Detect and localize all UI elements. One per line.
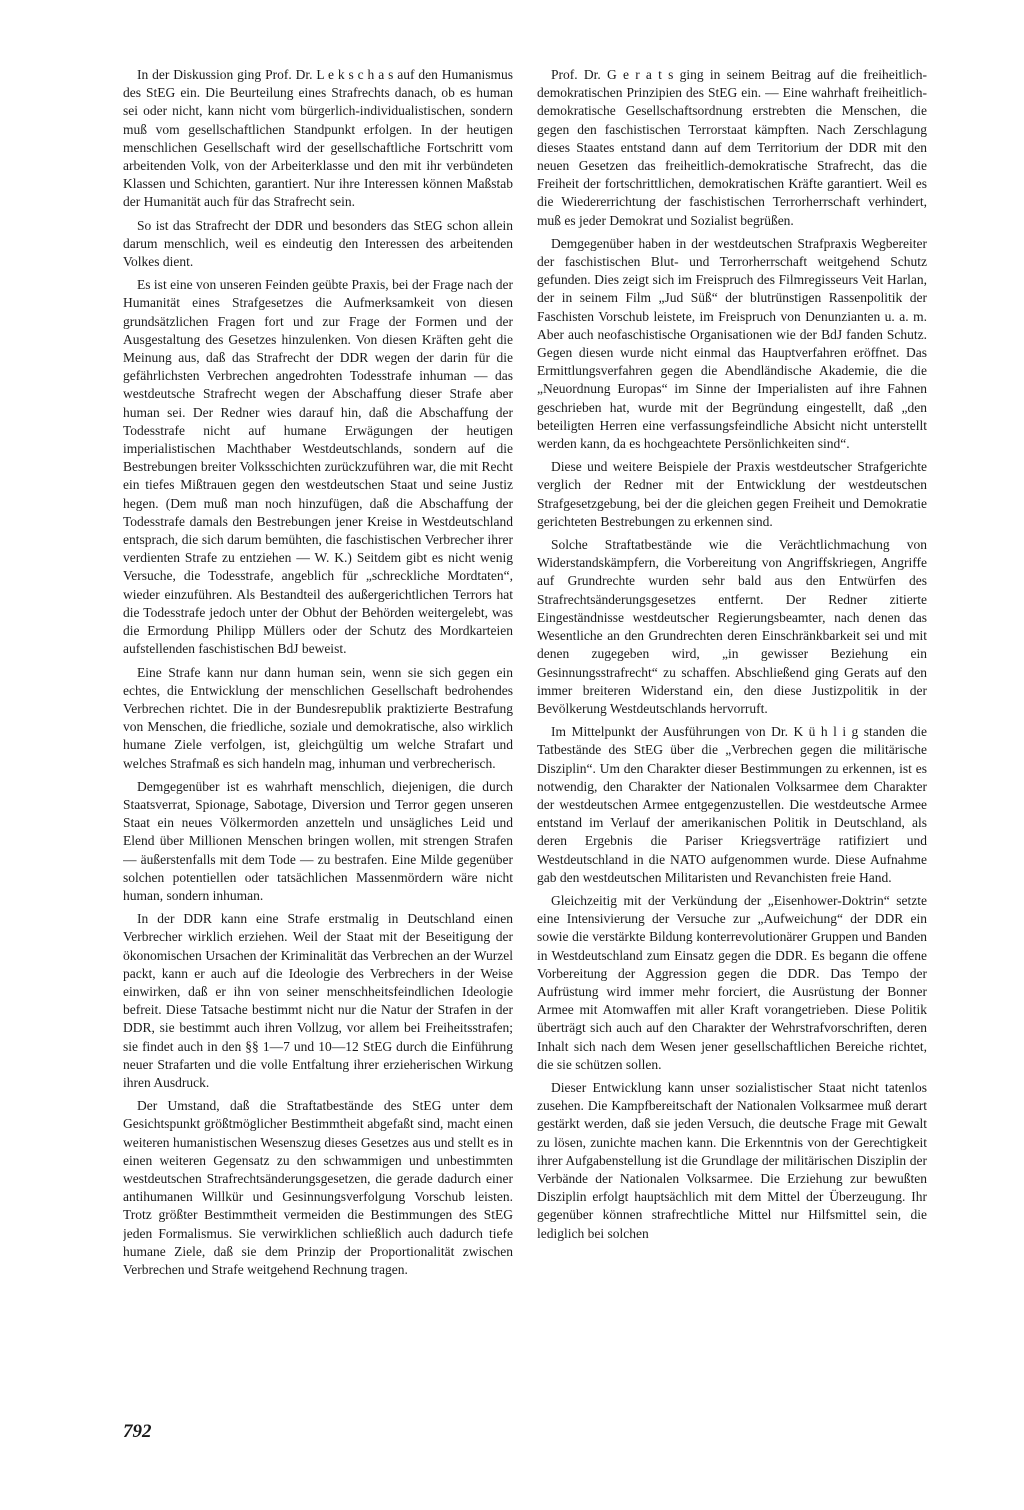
paragraph-ddr-erziehen: In der DDR kann eine Strafe erstmalig in Deutschland einen Verbrecher wirklich erziehen. Weil der Staat mit der Beseitigung der ökonomischen Ursachen der Kriminalität das Verbrechen an der Wurzel packt, kann er auch auf die Ideologie des Verbrechers in der Weise einwirken, daß er ihn von seiner menschheitsfeindlichen Ideologie befreit. Diese Tatsache bestimmt nicht nur die Natur der Strafen in der DDR, sie bestimmt auch ihren Vollzug, vor allem bei Freiheitsstrafen; sie findet auch in den §§ 1—7 und 10—12 StEG durch die Einführung neuer Strafarten und die volle Entfaltung ihrer erzieherischen Wirkung ihren Ausdruck.: [123, 911, 513, 1090]
paragraph-strafe-human: Eine Strafe kann nur dann human sein, wenn sie sich gegen ein echtes, die Entwicklung der menschlichen Gesellschaft bedrohendes Verbrechen richtet. Die in der Bundesrepublik praktizierte Bestrafung von Menschen, die friedliche, soziale und demokratische, also wirklich humane Ziele verfolgen, ist, gleichgültig um welche Strafart und welches Strafmaß es sich handeln mag, inhuman und verbrecherisch.: [123, 664, 513, 771]
paragraph-strafrecht-ddr: So ist das Strafrecht der DDR und besonders das StEG schon allein darum menschlich, weil es eindeutig den Interessen des arbeitenden Volkes dient.: [123, 217, 513, 270]
right-text-column: [537, 66, 927, 1396]
paragraph-beispiele-strafgerichte: Diese und weitere Beispiele der Praxis westdeutscher Strafgerichte verglich der Redner mit der Entwicklung der westdeutschen Strafgesetzgebung, bei der die gleichen gegen Freiheit und Demokratie gerichteten Bestrebungen zu erkennen sind.: [537, 459, 927, 529]
paragraph-lekschas-humanismus: In der Diskussion ging Prof. Dr. L e k s c h a s auf den Humanismus des StEG ein. Die Beurteilung eines Strafrechts danach, ob es human sei oder nicht, kann nicht vom bürgerlich-individualistischen, sondern muß vom gesellschaftlichen Standpunkt erfolgen. In der heutigen menschlichen Gesellschaft wird der gesellschaftliche Fortschritt vom arbeitenden Volk, von der Arbeiterklasse und den mit ihr verbündeten Klassen und Schichten, garantiert. Nur ihre Interessen können Maßstab der Humanität auch für das Strafrecht sein.: [123, 67, 513, 210]
paragraph-eisenhower-doktrin: Gleichzeitig mit der Verkündung der „Eisenhower-Doktrin“ setzte eine Intensivierung der Versuche zur „Aufweichung“ der DDR ein sowie die verstärkte Bildung konterrevolutionärer Gruppen und Banden in Westdeutschland zum Einsatz gegen die DDR. Es begann die offene Vorbereitung der Aggression gegen die DDR. Das Tempo der Aufrüstung wird immer mehr forciert, die Ausrüstung der Bonner Armee mit Atomwaffen mit aller Kraft vorangetrieben. Diese Politik überträgt sich auch auf den Charakter der Wehrstrafvorschriften, deren Inhalt sich nach dem Wesen jener gesellschaftlichen Bereiche richtet, die sie schützen sollen.: [537, 892, 927, 1072]
paragraph-gerats-prinzipien: Prof. Dr. G e r a t s ging in seinem Beitrag auf die freiheitlich-demokratischen Prinzipien des StEG ein. — Eine wahrhaft freiheitlich-demokratische Gesellschaftsordnung erstrebten die Menschen, die gegen den faschistischen Terrorstaat kämpften. Nach Zerschlagung dieses Staates entstand dann auf dem Territorium der DDR mit den neuen Gesetzen das freiheitlich-demokratische Strafrecht, das die Freiheit der fortschrittlichen, demokratischen Kräfte garantiert. Weil es die Wiedererrichtung der faschistischen Terrorherrschaft verhindert, muß es jeder Demokrat und Sozialist begrüßen.: [537, 67, 927, 228]
paragraph-kuehlig-disziplin: Im Mittelpunkt der Ausführungen von Dr. K ü h l i g standen die Tatbestände des StEG über die „Verbrechen gegen die militärische Disziplin“. Um den Charakter dieser Bestimmungen zu erkennen, ist es notwendig, den Charakter der Nationalen Volksarmee dem Charakter der westdeutschen Armee entgegenzustellen. Die westdeutsche Armee entstand im Verlauf der amerikanischen Politik in Deutschland, als deren Ergebnis die Pariser Kriegsverträge ratifiziert und Westdeutschland in die NATO aufgenommen wurde. Diese Aufnahme gab den westdeutschen Militaristen und Revanchisten freie Hand.: [537, 724, 927, 885]
paragraph-straftatbestaende: Solche Straftatbestände wie die Verächtlichmachung von Widerstandskämpfern, die Vorbereitung von Angriffskriegen, Angriffe auf Grundrechte wurden sehr bald aus den Entwürfen des Strafrechtsänderungsgesetzes entfernt. Der Redner zitierte Eingeständnisse westdeutscher Regierungsbeamter, nach denen das Wesentliche an den Grundrechten deren Einschränkbarkeit sei und mit denen zugegeben wird, „in gewisser Beziehung ein Gesinnungsstrafrecht“ zu schaffen. Abschließend ging Gerats auf den immer breiteren Widerstand ein, den diese Justizpolitik in der Bevölkerung Westdeutschlands hervorruft.: [537, 537, 927, 716]
paragraph-westdeutsche-strafpraxis: Demgegenüber haben in der westdeutschen Strafpraxis Wegbereiter der faschistischen Blut- und Terrorherrschaft weitgehend Schutz gefunden. Dies zeigt sich im Freispruch des Filmregisseurs Veit Harlan, der in seinem Film „Jud Süß“ der blutrünstigen Rassenpolitik der Faschisten Vorschub leistete, im Freispruch von Denunzianten u. a. m. Aber auch neofaschistische Organisationen wie der BdJ fanden Schutz. Gegen diesen wurde nicht einmal das Hauptverfahren eröffnet. Das Ermittlungsverfahren gegen die Abendländische Akademie, die die „Neuordnung Europas“ im Sinne der Imperialisten auf ihre Fahnen geschrieben hat, wurde mit der Begründung eingestellt, daß „den beteiligten Herren eine verfassungsfeindliche Absicht nicht unterstellt werden kann, da es hochgeachtete Persönlichkeiten sind“.: [537, 235, 927, 452]
left-text-column: [123, 66, 513, 1396]
paragraph-demgegenueber-menschlich: Demgegenüber ist es wahrhaft menschlich, diejenigen, die durch Staatsverrat, Spionage, Sabotage, Diversion und Terror gegen unseren Staat ein neues Völkermorden anzetteln und unsägliches Leid und Elend über Millionen Menschen bringen wollen, mit strengen Strafen — äußerstenfalls mit dem Tode — zu bestrafen. Eine Milde gegenüber solchen potentiellen oder tatsächlichen Massenmördern wäre nicht human, sondern inhuman.: [123, 778, 513, 903]
paragraph-entwicklung-staat: Dieser Entwicklung kann unser sozialistischer Staat nicht tatenlos zusehen. Die Kampfbereitschaft der Nationalen Volksarmee muß derart gestärkt werden, daß sie jeden Versuch, die deutsche Frage mit Gewalt zu lösen, zunichte machen kann. Die Erkenntnis von der Gerechtigkeit ihrer Aufgabenstellung ist die Grundlage der militärischen Disziplin der Verbände der Nationalen Volksarmee. Die Erziehung zur bewußten Disziplin erfolgt hauptsächlich mit dem Mittel der Überzeugung. Ihr gegenüber können strafrechtliche Mittel nur Hilfsmittel sein, die lediglich bei solchen: [537, 1079, 927, 1241]
paragraph-bestimmtheit: Der Umstand, daß die Straftatbestände des StEG unter dem Gesichtspunkt größtmöglicher Bestimmtheit abgefaßt sind, macht einen weiteren humanistischen Wesenszug dieses Gesetzes aus und stellt es in einen weiteren Gegensatz zu den schwammigen und unbestimmten westdeutschen Strafrechtsänderungsgesetzen, die gerade dadurch einer antihumanen Willkür und Gesinnungsverfolgung Vorschub leisten. Trotz größter Bestimmtheit vermeiden die Bestimmungen des StEG jeden Formalismus. Sie verwirklichen schließlich auch dadurch tiefe humane Ziele, daß sie dem Prinzip der Proportionalität zwischen Verbrechen und Strafe weitgehend Rechnung tragen.: [123, 1098, 513, 1277]
page-number: 792: [123, 1421, 152, 1442]
paragraph-feinde-praxis: Es ist eine von unseren Feinden geübte Praxis, bei der Frage nach der Humanität eines Strafgesetzes die Aufmerksamkeit von diesen grundsätzlichen Fragen fort und zur Frage der Formen und der Ausgestaltung des Gesetzes hinzulenken. Von diesen Kräften geht die Meinung aus, daß das Strafrecht der DDR wegen der darin für die gefährlichsten Verbrechen angedrohten Todesstrafe inhuman — das westdeutsche Strafrecht wegen der Abschaffung dieser Strafe aber human sei. Der Redner wies darauf hin, daß die Abschaffung der Todesstrafe nicht auf humane Erwägungen der heutigen imperialistischen Machthaber Westdeutschlands, sondern auf die Bestrebungen breiter Volksschichten zurückzuführen war, die mit Recht ein tiefes Mißtrauen gegen den westdeutschen Staat und seine Justiz hegen. (Dem muß man noch hinzufügen, daß die Abschaffung der Todesstrafe damals den Bestrebungen jener Kreise in Westdeutschland entsprach, die sich darum bemühten, die faschistischen Verbrecher ihrer verdienten Strafe zu entziehen — W. K.) Seitdem gibt es nicht wenig Versuche, die Todesstrafe, angeblich für „schreckliche Mordtaten“, wieder einzuführen. Als Bestandteil des außergerichtlichen Terrors hat die Todesstrafe jedoch unter der Obhut der Behörden weitergelebt, was die Ermordung Philipp Müllers oder der Schutz des Mordkarteien aufstellenden faschistischen BdJ beweist.: [123, 277, 513, 657]
